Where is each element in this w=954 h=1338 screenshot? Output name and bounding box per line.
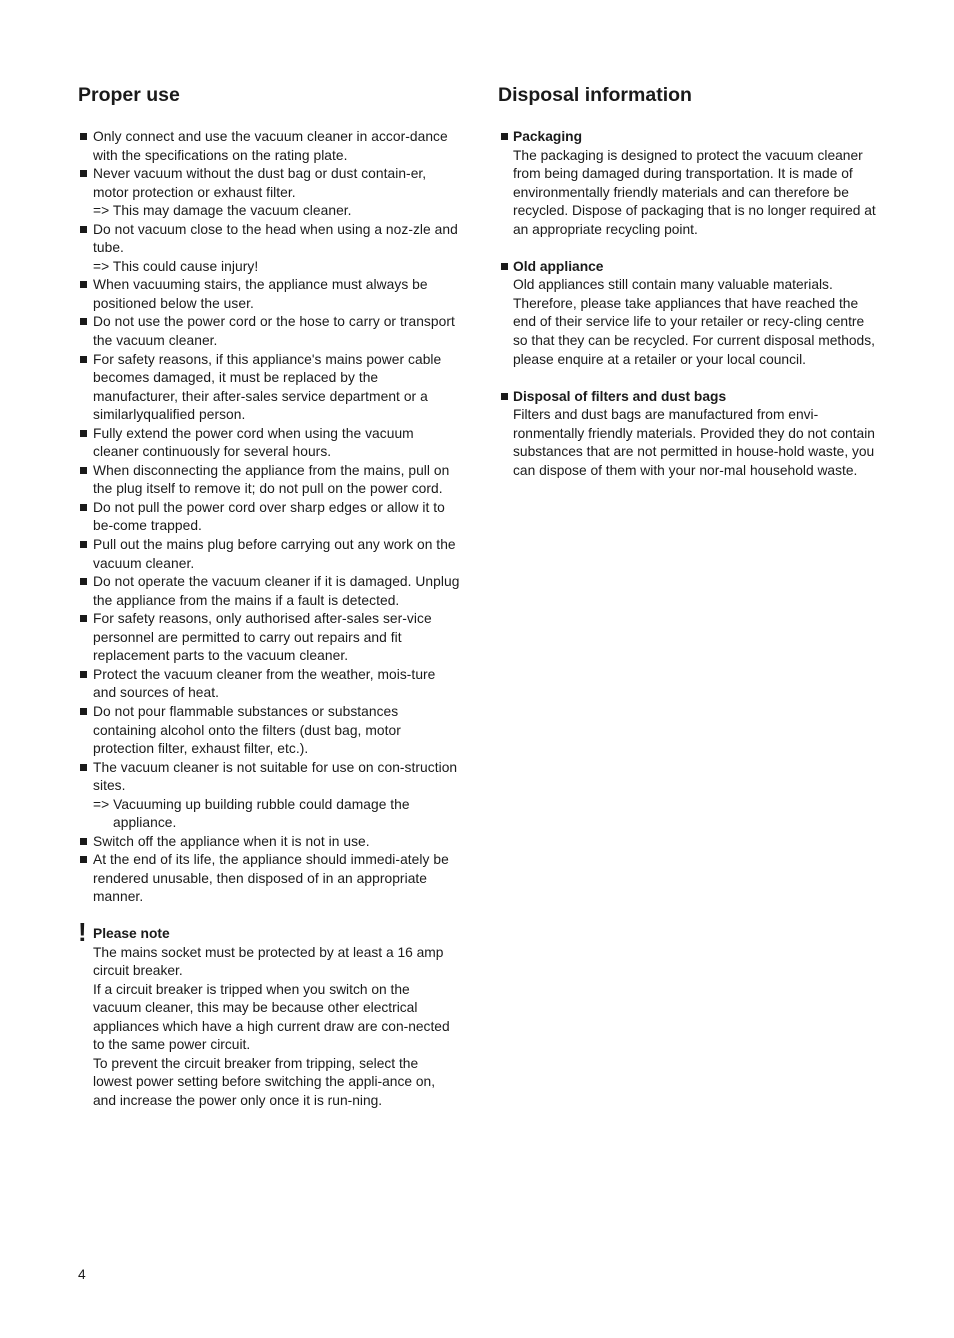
disposal-section	[498, 258, 882, 369]
square-bullet-icon	[80, 541, 87, 548]
exclamation-icon: !	[78, 916, 87, 947]
proper-use-heading: Proper use	[78, 84, 180, 106]
square-bullet-icon	[80, 430, 87, 437]
list-item-note: => This may damage the vacuum cleaner.	[93, 203, 352, 219]
list-item	[78, 351, 460, 425]
list-item	[78, 536, 460, 573]
list-item	[78, 573, 460, 610]
list-item-text: Do not pour flammable substances or substances containing alcohol onto the filters (dust bag, motor protection filter, exhaust filter, etc.).	[93, 703, 401, 757]
list-item-text: Do not use the power cord or the hose to carry or transport the vacuum cleaner.	[93, 314, 455, 349]
square-bullet-icon	[80, 281, 87, 288]
list-item	[78, 165, 460, 221]
list-item-text: Do not operate the vacuum cleaner if it is damaged. Unplug the appliance from the mains if a fault is detected.	[93, 574, 460, 608]
square-bullet-icon	[80, 856, 87, 863]
square-bullet-icon	[80, 467, 87, 474]
list-item-text: At the end of its life, the appliance should immedi-ately be rendered unusable, then disposed of in an appropriate manner.	[93, 852, 449, 905]
square-bullet-icon	[80, 356, 87, 363]
list-item-text: When vacuuming stairs, the appliance must always be positioned below the user.	[93, 277, 428, 311]
please-note-paragraph: If a circuit breaker is tripped when you switch on the vacuum cleaner, this may be because other electrical appliances which have a high current draw are con-nected to the same power circuit.	[93, 981, 450, 1053]
disposal-section-body: Old appliances still contain many valuable materials. Therefore, please take appliances that have reached the end of their service life to your retailer or recy-cling centre so that they can be recycled. For current disposal methods, please enquire at a retailer or your local council.	[513, 277, 875, 367]
square-bullet-icon	[80, 170, 87, 177]
square-bullet-icon	[501, 133, 508, 140]
list-item-text: Protect the vacuum cleaner from the weather, mois-ture and sources of heat.	[93, 666, 436, 701]
disposal-section-title: Disposal of filters and dust bags	[513, 388, 727, 404]
list-item	[78, 128, 460, 165]
please-note-paragraph: To prevent the circuit breaker from tripping, select the lowest power setting before switching the appli-ance on, and increase the power only once it is run-ning.	[93, 1055, 436, 1108]
proper-use-list	[78, 128, 460, 907]
disposal-sections	[498, 128, 882, 480]
list-item	[78, 759, 460, 833]
square-bullet-icon	[80, 708, 87, 715]
list-item-note: => This could cause injury!	[93, 258, 259, 274]
list-item	[78, 499, 460, 536]
list-item	[78, 276, 460, 313]
list-item	[78, 851, 460, 907]
square-bullet-icon	[80, 133, 87, 140]
disposal-section-body: The packaging is designed to protect the vacuum cleaner from being damaged during transportation. It is made of environmentally friendly materials and can therefore be recycled. Dispose of packaging that is no longer required at an appropriate recycling point.	[513, 147, 876, 237]
list-item	[78, 666, 460, 703]
list-item-text: Fully extend the power cord when using the vacuum cleaner continuously for several hours.	[93, 425, 414, 460]
list-item	[78, 703, 460, 759]
square-bullet-icon	[80, 615, 87, 622]
list-item-text: Never vacuum without the dust bag or dust contain-er, motor protection or exhaust filter.	[93, 166, 427, 200]
square-bullet-icon	[501, 393, 508, 400]
please-note-paragraph: The mains socket must be protected by at least a 16 amp circuit breaker.	[93, 944, 444, 979]
square-bullet-icon	[80, 578, 87, 585]
list-item-text: Do not pull the power cord over sharp edges or allow it to be-come trapped.	[93, 499, 445, 534]
list-item-text: For safety reasons, if this appliance's mains power cable becomes damaged, it must be replaced by the manufacturer, their after-sales service department or a similarlyqualified person.	[93, 351, 442, 423]
list-item-text: Pull out the mains plug before carrying out any work on the vacuum cleaner.	[93, 537, 456, 571]
please-note-title: Please note	[93, 925, 170, 941]
list-item-text: Only connect and use the vacuum cleaner in accor-dance with the specifications on the rating plate.	[93, 129, 448, 163]
list-item	[78, 833, 460, 852]
disposal-heading: Disposal information	[498, 84, 692, 106]
list-item-text: For safety reasons, only authorised after-sales ser-vice personnel are permitted to carry out repairs and fit replacement parts to the vacuum cleaner.	[93, 611, 432, 664]
square-bullet-icon	[80, 504, 87, 511]
list-item-text: When disconnecting the appliance from the mains, pull on the plug itself to remove it; do not pull on the power cord.	[93, 462, 450, 497]
disposal-column	[498, 82, 882, 499]
please-note-block	[78, 916, 460, 1110]
page-number: 4	[78, 1267, 86, 1282]
disposal-section	[498, 388, 882, 481]
proper-use-column	[78, 82, 460, 1110]
square-bullet-icon	[80, 671, 87, 678]
disposal-section-title: Packaging	[513, 129, 583, 144]
list-item-text: Switch off the appliance when it is not in use.	[93, 833, 370, 849]
square-bullet-icon	[80, 226, 87, 233]
square-bullet-icon	[80, 318, 87, 325]
list-item-text: The vacuum cleaner is not suitable for use on con-struction sites.	[93, 759, 458, 794]
square-bullet-icon	[80, 764, 87, 771]
disposal-section-body: Filters and dust bags are manufactured from envi-ronmentally friendly materials. Provided they do not contain substances that are not permitted in house-hold waste, you can dispose of them with your nor-mal household waste.	[513, 407, 875, 478]
disposal-section	[498, 128, 882, 239]
square-bullet-icon	[501, 263, 508, 270]
list-item-text: Do not vacuum close to the head when using a noz-zle and tube.	[93, 221, 458, 256]
list-item	[78, 610, 460, 666]
list-item	[78, 221, 460, 277]
please-note-body	[93, 944, 460, 1111]
square-bullet-icon	[80, 838, 87, 845]
list-item	[78, 425, 460, 462]
list-item-note: => Vacuuming up building rubble could damage the appliance.	[93, 796, 410, 831]
disposal-section-title: Old appliance	[513, 258, 604, 274]
list-item	[78, 462, 460, 499]
list-item	[78, 313, 460, 350]
